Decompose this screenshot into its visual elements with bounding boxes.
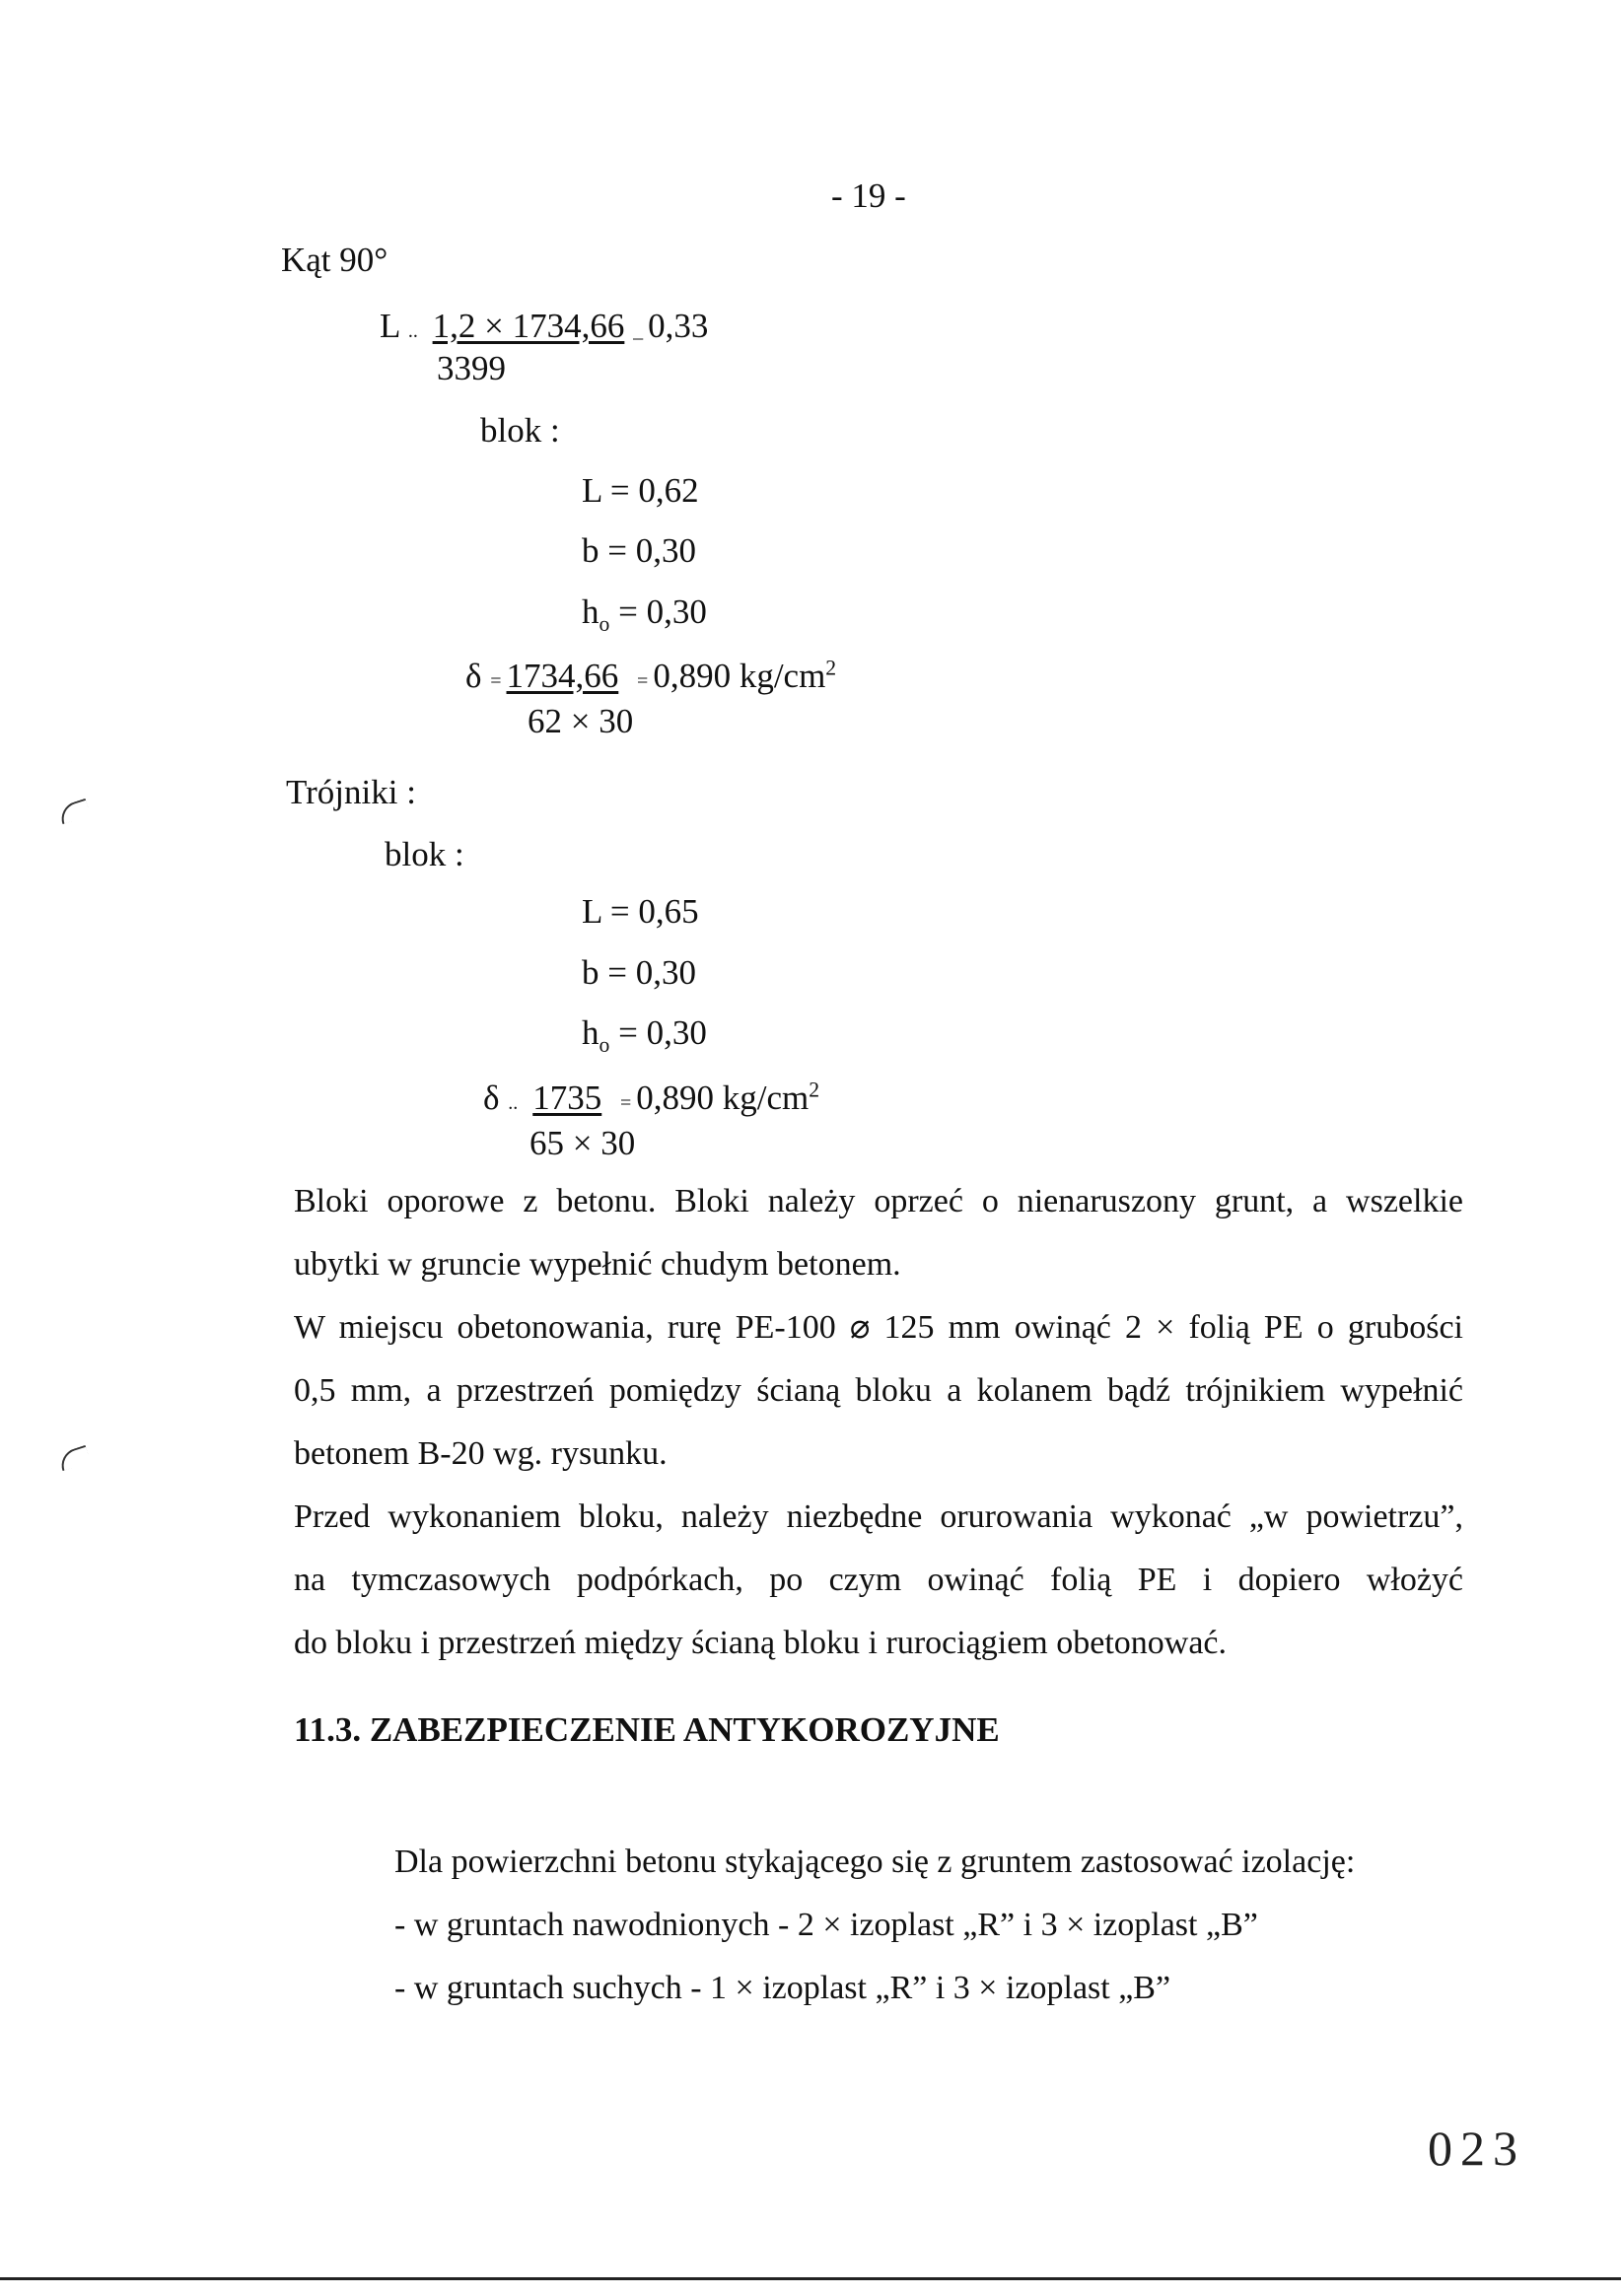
trojniki-delta-denominator: 65 × 30 (529, 1124, 636, 1162)
kat-param-h-val: = 0,30 (609, 592, 707, 631)
paragraph-wykonanie-bloku (294, 1500, 1463, 1690)
kat-heading: Kąt 90° (281, 241, 388, 279)
formula-l-result: 0,33 (648, 307, 709, 345)
trojniki-param-h-val: = 0,30 (609, 1013, 707, 1052)
trojniki-param-h (582, 1013, 707, 1057)
paragraph-line: betonem B-20 wg. rysunku. (294, 1435, 668, 1472)
paragraph-line: Bloki oporowe z betonu. Bloki należy oprzeć o nienaruszony grunt, a wszelkie (294, 1183, 1463, 1219)
kat-param-l: L = 0,62 (582, 471, 699, 510)
section-body (394, 1845, 1355, 2035)
kat-delta-result: 0,890 kg/cm (653, 657, 826, 695)
trojniki-param-l: L = 0,65 (582, 892, 699, 931)
paragraph-line: do bloku i przestrzeń między ścianą bloku i rurociągiem obetonować. (294, 1625, 1228, 1661)
paragraph-line: W miejscu obetonowania, rurę PE-100 ⌀ 125 mm owinąć 2 × folią PE o grubości (294, 1309, 1463, 1346)
kat-param-h-base: h (582, 592, 599, 631)
section-body-line: Dla powierzchni betonu stykającego się z gruntem zastosować izolację: (394, 1844, 1356, 1880)
kat-delta-formula: δ = 1734,66 = 0,890 $kg/cm^2$ (465, 656, 837, 695)
margin-mark (57, 1445, 91, 1471)
kat-delta-exp: 2 (825, 656, 837, 680)
page-number: - 19 - (831, 176, 906, 215)
trojniki-delta-symbol: δ (483, 1078, 500, 1117)
trojniki-param-h-base: h (582, 1013, 599, 1052)
paragraph-line: 0,5 mm, a przestrzeń pomiędzy ścianą bloku a kolanem bądź trójnikiem wypełnić (294, 1372, 1463, 1409)
kat-param-b: b = 0,30 (582, 531, 696, 570)
paragraph-obetonowanie (294, 1311, 1463, 1500)
paragraph-line: na tymczasowych podpórkach, po czym owinąć folią PE i dopiero włożyć (294, 1562, 1463, 1598)
trojniki-heading: Trójniki : (286, 773, 416, 811)
paragraph-line: ubytki w gruncie wypełnić chudym betonem. (294, 1246, 901, 1283)
bottom-rule (0, 2277, 1621, 2280)
trojniki-blok-label: blok : (385, 835, 464, 873)
section-body-line: - w gruntach suchych - 1 × izoplast „R” i 3 × izoplast „B” (394, 1970, 1171, 2006)
formula-l: L .. 1,2 × 1734,66 _ 0,33 (380, 307, 709, 345)
trojniki-param-b: b = 0,30 (582, 953, 696, 992)
page-stamp-number: 023 (1428, 2121, 1525, 2176)
formula-l-numerator: 1,2 × 1734,66 (432, 307, 625, 345)
paragraph-bloki-oporowe (294, 1185, 1463, 1311)
section-body-line: - w gruntach nawodnionych - 2 × izoplast „R” i 3 × izoplast „B” (394, 1907, 1258, 1943)
formula-l-lhs: L (380, 307, 400, 345)
margin-mark (57, 799, 91, 824)
trojniki-delta-exp: 2 (809, 1078, 820, 1102)
kat-delta-symbol: δ (465, 657, 482, 695)
kat-param-h (582, 592, 707, 636)
trojniki-delta-numerator: 1735 (532, 1078, 602, 1117)
paragraph-line: Przed wykonaniem bloku, należy niezbędne orurowania wykonać „w powietrzu”, (294, 1498, 1463, 1535)
section-heading: 11.3. ZABEZPIECZENIE ANTYKOROZYJNE (294, 1710, 1000, 1749)
trojniki-delta-formula: δ .. 1735 = 0,890 $kg/cm^2$ (483, 1078, 820, 1117)
trojniki-param-h-sub: o (599, 1033, 610, 1057)
kat-delta-denominator: 62 × 30 (528, 702, 634, 740)
formula-l-denominator: 3399 (437, 349, 506, 387)
kat-delta-numerator: 1734,66 (506, 657, 619, 695)
kat-param-h-sub: o (599, 612, 610, 636)
kat-blok-label: blok : (480, 411, 560, 450)
trojniki-delta-result: 0,890 kg/cm (636, 1078, 810, 1117)
